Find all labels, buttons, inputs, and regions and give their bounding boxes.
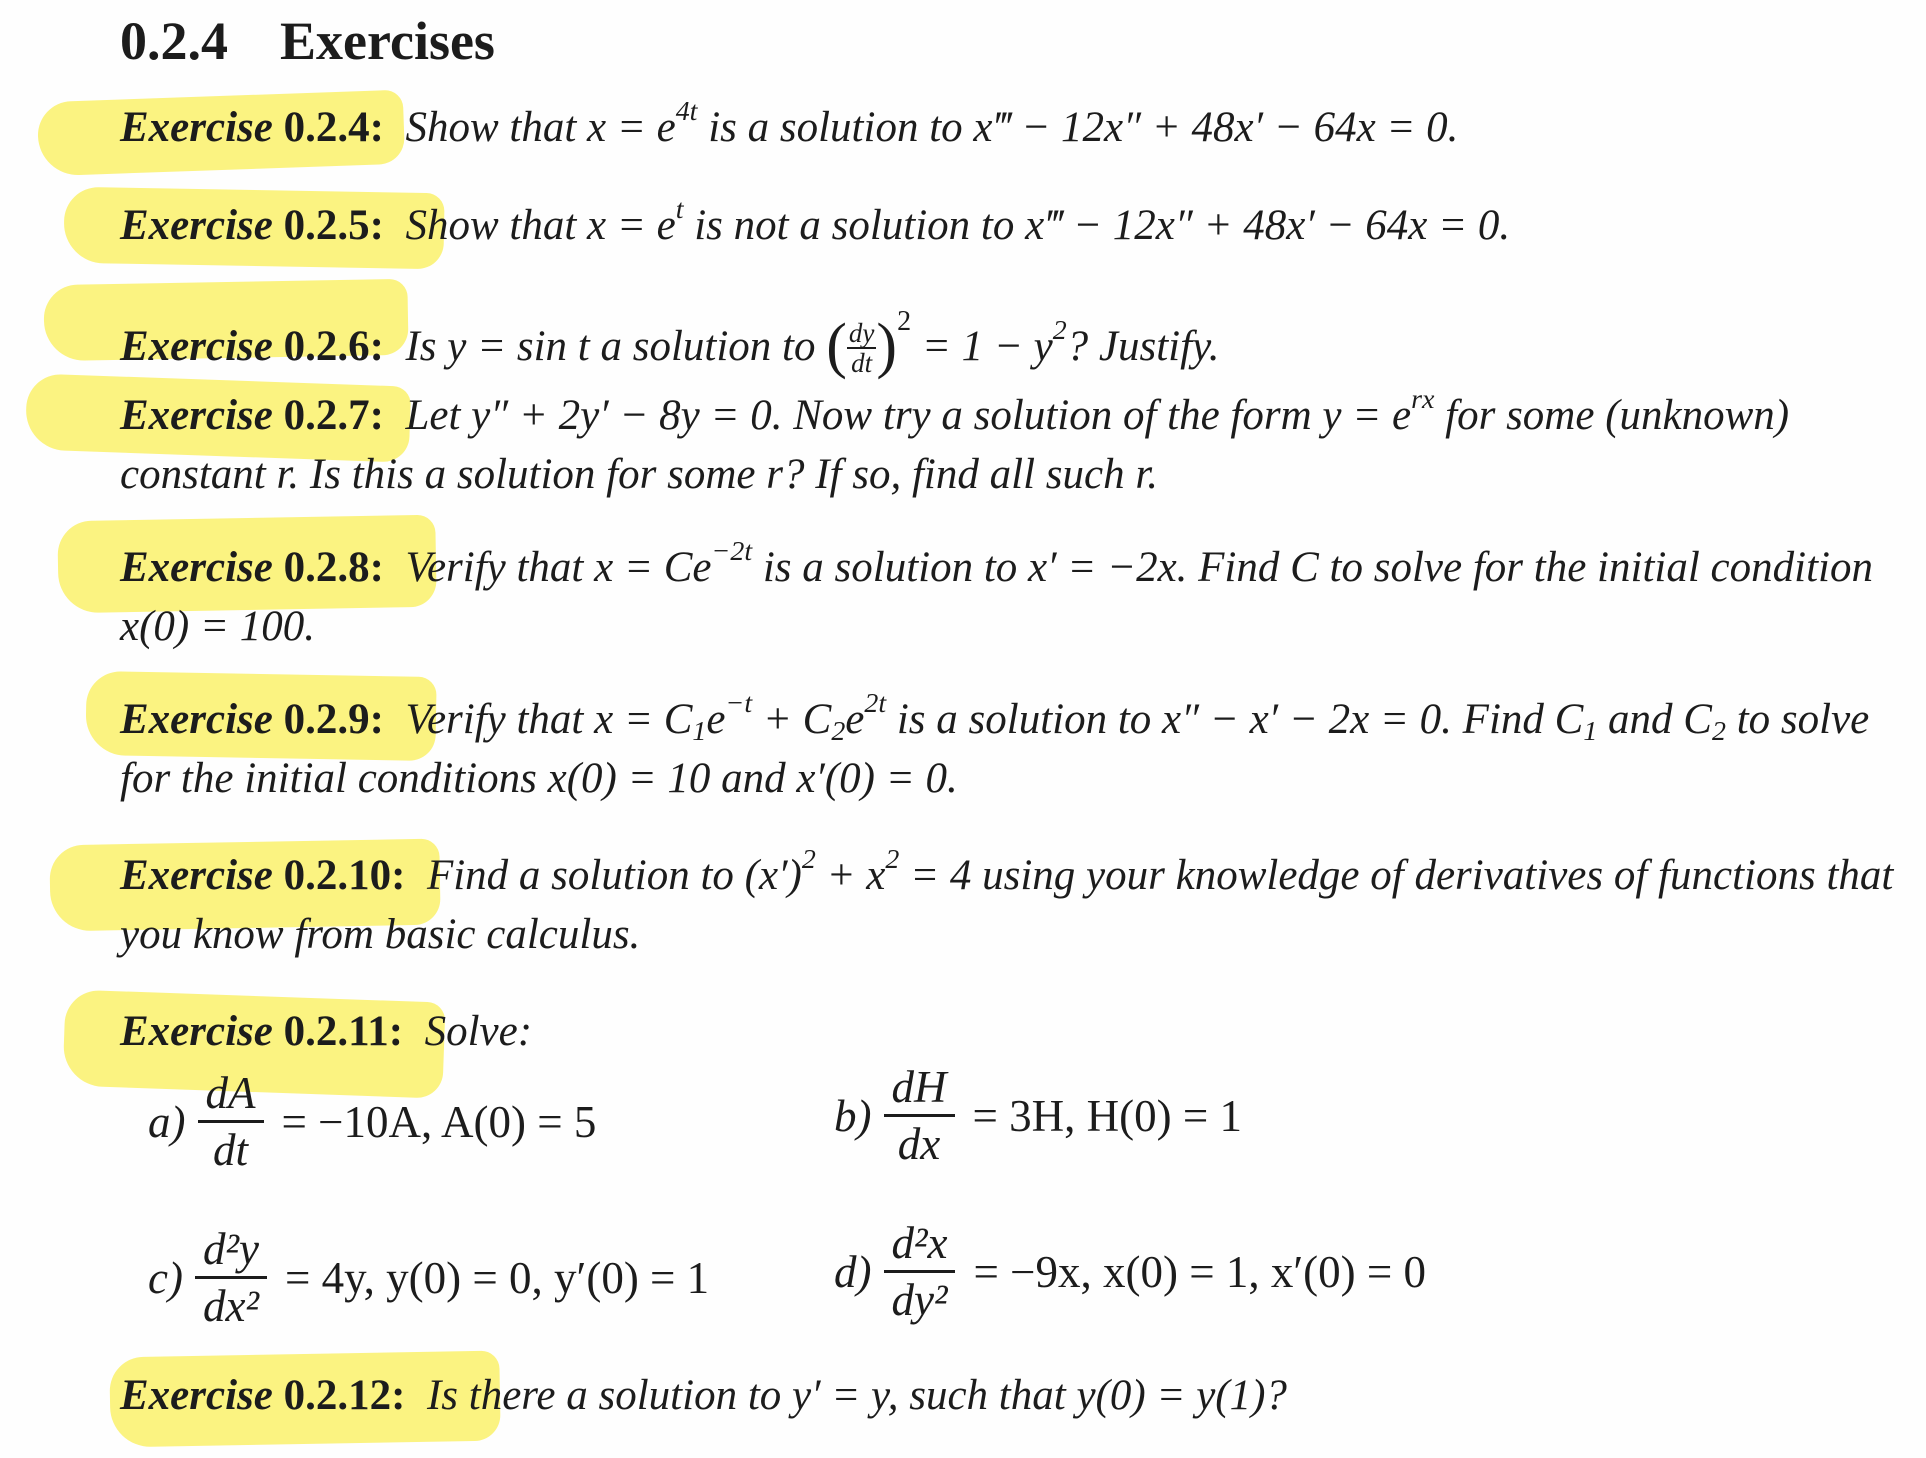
exercise-text: Is y = sin t a solution to ( $\frac{dy}{dt}$ )$^2 = 1 - y^2$? Justify. [405, 306, 1220, 380]
derivative-fraction: $\frac{dy}{dt}$ [848, 318, 875, 378]
part-equation: = 3H, H(0) = 1 [972, 1090, 1242, 1141]
exercise-0-2-5 [120, 196, 1910, 255]
derivative-fraction: $\frac{dH}{dx}$ [884, 1060, 955, 1171]
exercise-label: Exercise 0.2.9: [120, 696, 384, 743]
exercise-part-d [834, 1216, 1426, 1327]
exercise-label: Exercise 0.2.12: [120, 1372, 406, 1419]
derivative-fraction: $\frac{dA}{dt}$ [198, 1066, 264, 1177]
exercise-label: Exercise 0.2.6: [120, 323, 384, 370]
exercise-0-2-4 [120, 98, 1910, 157]
exercise-0-2-10 [120, 846, 1910, 964]
exercise-label: Exercise 0.2.10: [120, 852, 406, 899]
exercise-0-2-6 [120, 292, 1910, 380]
section-title-text: Exercises [280, 11, 495, 71]
exercise-0-2-7 [120, 386, 1910, 504]
part-label: c) [148, 1252, 183, 1303]
exercise-part-a [148, 1066, 596, 1177]
exercise-0-2-8 [120, 538, 1910, 656]
exercise-0-2-12 [120, 1366, 1910, 1425]
exercise-text: Find a solution to $(x')^2 + x^2 = 4$ using your knowledge of derivatives of functions that you know from basic calculus. [120, 844, 1894, 958]
exercise-part-c [148, 1222, 709, 1333]
exercise-0-2-9 [120, 690, 1910, 808]
exercise-text: Let y″ + 2y′ − 8y = 0. Now try a solution of the form $y = e^{rx}$ for some (unknown) constant r. Is this a solution for some r? If so, find all such r. [120, 384, 1790, 498]
section-number: 0.2.4 [120, 11, 228, 71]
exercise-text: Verify that $x = Ce^{-2t}$ is a solution to x′ = −2x. Find C to solve for the initial condition x(0) = 100. [120, 536, 1873, 650]
exercise-text: Show that $x = e^{4t}$ is a solution to x‴ − 12x″ + 48x′ − 64x = 0. [405, 96, 1459, 151]
exercise-label: Exercise 0.2.8: [120, 544, 384, 591]
exercise-label: Exercise 0.2.11: [120, 1008, 404, 1055]
exercise-label: Exercise 0.2.4: [120, 104, 384, 151]
part-equation: = −10A, A(0) = 5 [281, 1096, 597, 1147]
exercise-text: Verify that $x = C_1e^{-t} + C_2e^{2t}$ is a solution to x″ − x′ − 2x = 0. Find $C_1$ and $C_2$ to solve for the initial conditions x(0) = 10 and x′(0) = 0. [120, 688, 1870, 802]
exercise-part-b [834, 1060, 1242, 1171]
exercise-0-2-11 [120, 1002, 1910, 1061]
part-label: b) [834, 1090, 872, 1141]
derivative-fraction: $\frac{\text{d²x}}{\text{dy²}}$ [884, 1216, 956, 1327]
part-label: d) [834, 1246, 872, 1297]
part-label: a) [148, 1096, 186, 1147]
exercise-text: Solve: [424, 1008, 533, 1055]
derivative-fraction: $\frac{\text{d²y}}{\text{dx²}}$ [195, 1222, 267, 1333]
section-title [120, 10, 495, 72]
part-equation: = 4y, y(0) = 0, y′(0) = 1 [284, 1252, 710, 1303]
exercise-text: Show that $x = e^t$ is not a solution to x‴ − 12x″ + 48x′ − 64x = 0. [405, 194, 1511, 249]
exercise-label: Exercise 0.2.7: [120, 392, 384, 439]
exercise-text: Is there a solution to y′ = y, such that y(0) = y(1)? [426, 1372, 1287, 1419]
exercise-label: Exercise 0.2.5: [120, 202, 384, 249]
part-equation: = −9x, x(0) = 1, x′(0) = 0 [973, 1246, 1427, 1297]
